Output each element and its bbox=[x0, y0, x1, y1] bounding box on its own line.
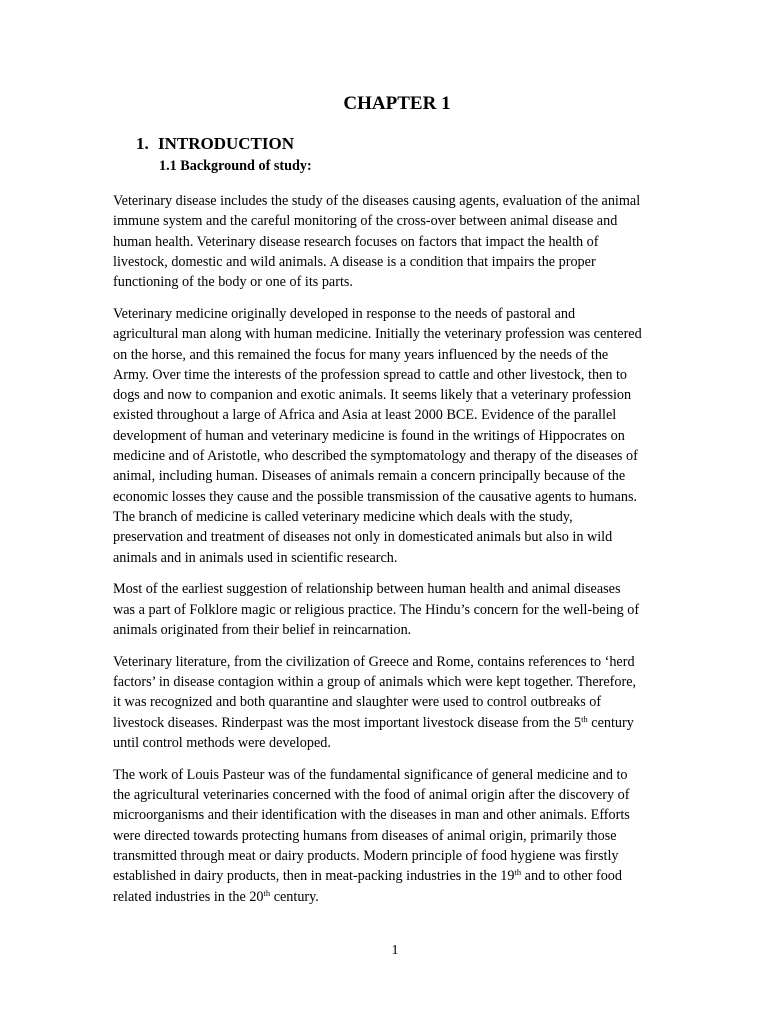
text-line: economic losses they cause and the possible transmission of the causative agents to humans. bbox=[113, 488, 638, 505]
superscript: th bbox=[263, 887, 271, 898]
text-line: Most of the earliest suggestion of relationship between human health and animal diseases bbox=[113, 581, 621, 598]
text-run: and to other food bbox=[521, 868, 622, 885]
paragraph-1 bbox=[113, 191, 681, 292]
page-number: 1 bbox=[391, 943, 399, 958]
section-title: INTRODUCTION bbox=[158, 134, 295, 153]
text-run: established in dairy products, then in meat-packing industries in the 19 bbox=[113, 868, 515, 885]
text-line: was a part of Folklore magic or religious practice. The Hindu’s concern for the well-being of bbox=[113, 601, 640, 618]
text-line: Army. Over time the interests of the profession spread to cattle and other livestock, then to bbox=[113, 366, 628, 383]
paragraph-4 bbox=[113, 652, 681, 753]
text-line bbox=[113, 887, 681, 907]
text-line: the agricultural veterinaries concerned with the food of animal origin after the discovery of bbox=[113, 787, 630, 804]
section-heading bbox=[136, 134, 294, 154]
text-line: The work of Louis Pasteur was of the fundamental significance of general medicine and to bbox=[113, 766, 628, 783]
text-line: until control methods were developed. bbox=[113, 734, 331, 751]
text-line: The branch of medicine is called veterinary medicine which deals with the study, bbox=[113, 508, 573, 525]
superscript: th bbox=[514, 867, 522, 878]
text-line: Veterinary medicine originally developed in response to the needs of pastoral and bbox=[113, 305, 576, 322]
text-line: Veterinary disease includes the study of the diseases causing agents, evaluation of the animal bbox=[113, 193, 641, 209]
superscript: th bbox=[581, 713, 588, 724]
text-line: development of human and veterinary medicine is found in the writings of Hippocrates on bbox=[113, 427, 625, 444]
text-line: animal, including human. Diseases of animals remain a concern principally because of the bbox=[113, 468, 626, 485]
text-run: related industries in the 20 bbox=[113, 888, 264, 905]
text-line: dogs and now to companion and exotic animals. It seems likely that a veterinary profession bbox=[113, 387, 632, 404]
text-line: on the horse, and this remained the focus for many years influenced by the needs of the bbox=[113, 346, 609, 363]
text-line: were directed towards protecting humans from diseases of animal origin, primarily those bbox=[113, 827, 617, 844]
paragraph-3 bbox=[113, 579, 681, 640]
paragraph-5 bbox=[113, 765, 681, 907]
paragraph-2 bbox=[113, 304, 681, 568]
section-number: 1. bbox=[136, 134, 149, 153]
body-text bbox=[113, 191, 681, 918]
text-line: microorganisms and their identification with the diseases in man and other animals. Efforts bbox=[113, 807, 630, 824]
text-line: it was recognized and both quarantine and slaughter were used to control outbreaks of bbox=[113, 694, 602, 711]
text-run: century bbox=[587, 714, 634, 731]
text-line bbox=[113, 713, 681, 733]
text-line: immune system and the careful monitoring of the cross-over between animal disease and bbox=[113, 213, 618, 230]
subsection-heading: 1.1 Background of study: bbox=[159, 158, 312, 174]
text-line: transmitted through meat or dairy products. Modern principle of food hygiene was firstly bbox=[113, 847, 619, 864]
text-run: livestock diseases. Rinderpast was the most important livestock disease from the 5 bbox=[113, 714, 582, 731]
text-line: livestock, domestic and wild animals. A disease is a condition that impairs the proper bbox=[113, 253, 596, 270]
text-run: century. bbox=[270, 888, 319, 905]
text-line: preservation and treatment of diseases not only in domesticated animals but also in wild bbox=[113, 529, 613, 546]
text-line: functioning of the body or one of its parts. bbox=[113, 274, 353, 291]
text-line: medicine and of Aristotle, who described the symptomatology and therapy of the diseases of bbox=[113, 448, 638, 465]
text-line: animals and in animals used in scientific research. bbox=[113, 549, 398, 566]
text-line bbox=[113, 866, 681, 886]
chapter-title: CHAPTER 1 bbox=[343, 93, 451, 114]
text-line: factors’ in disease contagion within a group of animals which were kept together. Therefore, bbox=[113, 674, 637, 691]
text-line: human health. Veterinary disease research focuses on factors that impact the health of bbox=[113, 233, 599, 250]
text-line: agricultural man along with human medicine. Initially the veterinary profession was centered bbox=[113, 326, 642, 343]
text-line: existed throughout a large of Africa and Asia at least 2000 BCE. Evidence of the parallel bbox=[113, 407, 617, 424]
text-line: animals originated from their belief in reincarnation. bbox=[113, 621, 412, 638]
text-line: Veterinary literature, from the civilization of Greece and Rome, contains references to ‘herd bbox=[113, 653, 635, 670]
